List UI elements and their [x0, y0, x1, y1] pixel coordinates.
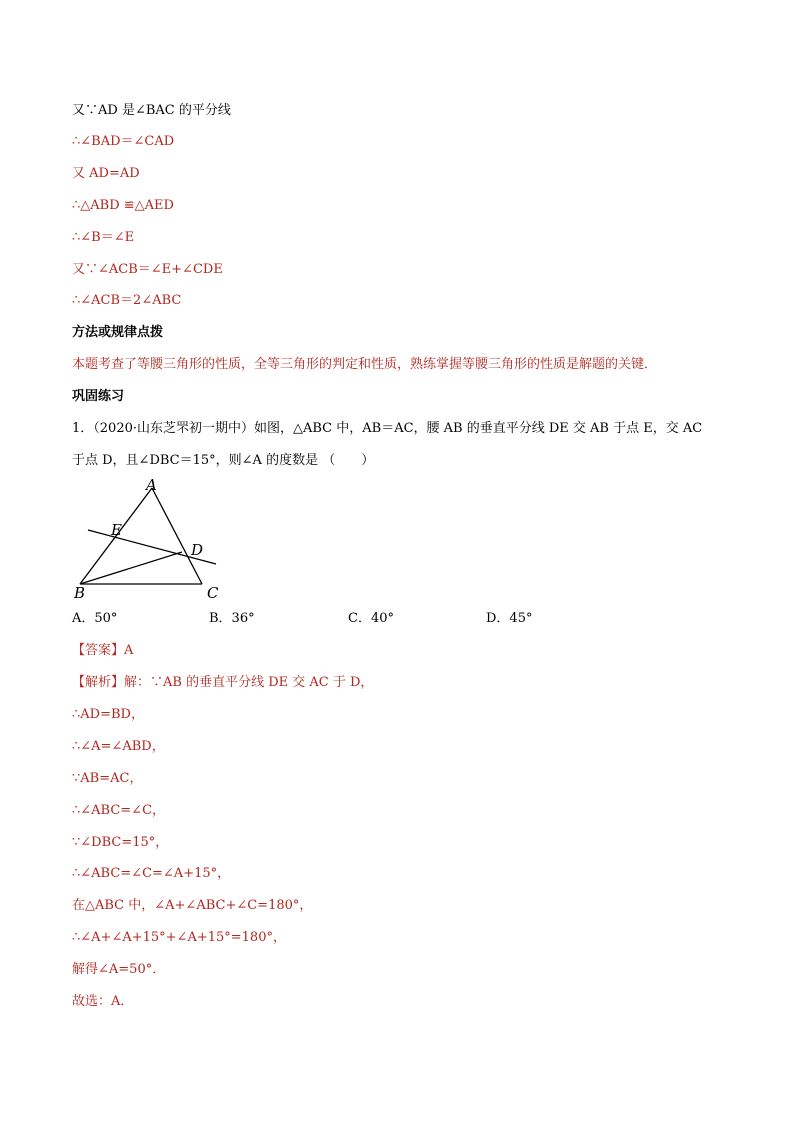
analysis-line-8: ∴∠A+∠A+15°+∠A+15°=180°， — [72, 930, 286, 945]
label-C: C — [207, 584, 219, 602]
analysis-line-2: ∴∠A=∠ABD， — [72, 739, 165, 754]
answer-tag: 【答案】 — [72, 643, 125, 658]
analysis-line-9: 解得∠A=50°． — [72, 962, 166, 977]
proof-line-6: 又∵∠ACB＝∠E+∠CDE — [72, 262, 223, 277]
proof-line-1: 又∵AD 是∠BAC 的平分线 — [72, 103, 231, 118]
analysis-first-line — [72, 674, 373, 692]
analysis-line-6: ∴∠ABC=∠C=∠A+15°， — [72, 866, 231, 881]
choice-b: B．36° — [209, 611, 255, 626]
analysis-line-3: ∵AB=AC， — [72, 771, 143, 786]
choice-c: C．40° — [348, 611, 394, 626]
choice-d: D．45° — [486, 611, 533, 626]
analysis-line-7: 在△ABC 中，∠A+∠ABC+∠C=180°， — [72, 898, 313, 913]
analysis-line-5: ∵∠DBC=15°， — [72, 835, 169, 850]
question-line-1: 1．（2020·山东芝罘初一期中）如图，△ABC 中，AB＝AC，腰 AB 的垂直平分线 DE 交 AB 于点 E，交 AC — [72, 421, 703, 436]
proof-line-7: ∴∠ACB＝2∠ABC — [72, 293, 182, 308]
proof-line-2: ∴∠BAD＝∠CAD — [72, 134, 175, 149]
triangle-figure — [70, 478, 240, 602]
practice-heading: 巩固练习 — [72, 389, 125, 404]
label-B: B — [74, 584, 86, 602]
label-D: D — [191, 541, 204, 559]
choice-a: A．50° — [72, 611, 118, 626]
proof-line-3: 又 AD=AD — [72, 166, 140, 181]
proof-line-4: ∴△ABD ≌△AED — [72, 198, 174, 213]
analysis-line-4: ∴∠ABC=∠C， — [72, 803, 166, 818]
method-heading: 方法或规律点拨 — [72, 325, 164, 340]
proof-line-5: ∴∠B＝∠E — [72, 230, 135, 245]
label-A: A — [146, 478, 157, 494]
answer-value: A — [124, 643, 134, 658]
segment-AC — [152, 488, 202, 584]
analysis-first-text: 解：∵AB 的垂直平分线 DE 交 AC 于 D， — [124, 675, 374, 690]
segment-BD — [80, 552, 182, 584]
method-text: 本题考查了等腰三角形的性质，全等三角形的判定和性质，熟练掌握等腰三角形的性质是解题的关键． — [72, 357, 658, 372]
analysis-line-1: ∴AD=BD， — [72, 707, 144, 722]
question-line-2: 于点 D，且∠DBC＝15°，则∠A 的度数是 （ ） — [72, 453, 375, 468]
analysis-line-10: 故选：A． — [72, 994, 134, 1009]
answer-line — [72, 642, 133, 660]
label-E: E — [111, 521, 122, 539]
analysis-tag: 【解析】 — [72, 675, 125, 690]
